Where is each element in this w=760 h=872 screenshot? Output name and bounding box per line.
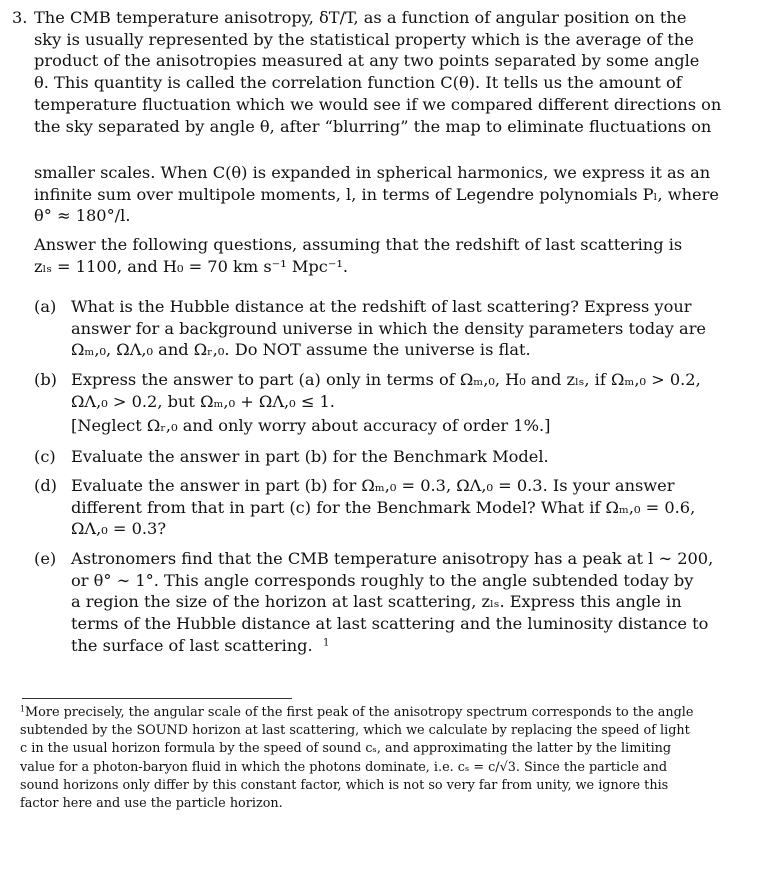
text-line: [Neglect Ωᵣ,₀ and only worry about accuracy of order 1%.]: [71, 416, 551, 436]
part-text: [71, 475, 696, 540]
text-line: ΩΛ,₀ > 0.2, but Ωₘ,₀ + ΩΛ,₀ ≤ 1.: [71, 391, 335, 411]
text-line: More precisely, the angular scale of the first peak of the anisotropy spectrum corresponds to the angle: [25, 705, 694, 720]
text-line: or θ° ∼ 1°. This angle corresponds roughly to the angle subtended today by: [71, 570, 694, 590]
text-line: ΩΛ,₀ = 0.3?: [71, 519, 167, 539]
part-text: [71, 296, 707, 361]
part-label: (a): [34, 297, 57, 316]
text-line: Evaluate the answer in part (b) for Ωₘ,₀ = 0.3, ΩΛ,₀ = 0.3. Is your answer: [71, 476, 675, 495]
footnote-line: factor here and use the particle horizon.: [20, 796, 283, 812]
text-line: a region the size of the horizon at last scattering, zₗₛ. Express this angle in: [71, 592, 682, 612]
footnote-line: subtended by the SOUND horizon at last scattering, which we calculate by replacing the speed of light: [20, 723, 690, 739]
footnote: [20, 704, 696, 813]
text-line: Astronomers find that the CMB temperature anisotropy has a peak at l ∼ 200,: [71, 549, 714, 568]
text-line: θ. This quantity is called the correlation function C(θ). It tells us the amount of: [34, 73, 682, 93]
footnote-line: sound horizons only differ by this constant factor, which is not so very far from unity, we ignore this: [20, 777, 669, 793]
footnote-mark: 1: [20, 704, 26, 714]
text-line: the surface of last scattering.: [71, 635, 313, 655]
text-line: What is the Hubble distance at the redshift of last scattering? Express your: [71, 297, 692, 316]
text-line: Answer the following questions, assuming that the redshift of last scattering is: [34, 235, 683, 254]
text-line: Evaluate the answer in part (b) for the Benchmark Model.: [71, 447, 549, 466]
problem-number: 3.: [12, 8, 28, 27]
part-text: [71, 446, 669, 468]
part-text: [71, 548, 714, 657]
text-line: different from that in part (c) for the Benchmark Model? What if Ωₘ,₀ = 0.6,: [71, 497, 696, 517]
text-line: infinite sum over multipole moments, l, in terms of Legendre polynomials Pₗ, where: [34, 184, 719, 204]
text-line: terms of the Hubble distance at last scattering and the luminosity distance to: [71, 614, 709, 634]
part-label: (b): [34, 370, 57, 389]
text-line: product of the anisotropies measured at any two points separated by some angle: [34, 51, 700, 71]
part-text: [71, 369, 701, 437]
footnote-divider: [22, 698, 292, 699]
part-label: (d): [34, 476, 57, 495]
footnote-line: c in the usual horizon formula by the speed of sound cₛ, and approximating the latter by the limiting: [20, 741, 672, 757]
footnote-line: value for a photon-baryon fluid in which the photons dominate, i.e. cₛ = c/√3. Since the particle and: [20, 759, 668, 775]
text-line: θ° ≈ 180°/l.: [34, 206, 131, 226]
text-line: temperature fluctuation which we would see if we compared different directions on: [34, 94, 722, 114]
text-line: smaller scales. When C(θ) is expanded in spherical harmonics, we express it as an: [34, 163, 711, 182]
text-line-with-footnote: [71, 635, 669, 657]
text-line: sky is usually represented by the statistical property which is the average of the: [34, 29, 694, 49]
answer-instructions: [34, 234, 683, 277]
text-line: answer for a background universe in which the density parameters today are: [71, 318, 707, 338]
text-line: Express the answer to part (a) only in terms of Ωₘ,₀, H₀ and zₗₛ, if Ωₘ,₀ > 0.2,: [71, 370, 701, 389]
text-line: The CMB temperature anisotropy, δT/T, as a function of angular position on the: [34, 8, 687, 27]
problem-intro-text: [34, 7, 722, 137]
footnote-reference[interactable]: 1: [323, 637, 330, 649]
text-line: the sky separated by angle θ, after “blurring” the map to eliminate fluctuations on: [34, 116, 712, 136]
problem-continuation: [34, 162, 719, 227]
part-label: (e): [34, 549, 57, 568]
part-label: (c): [34, 447, 56, 466]
text-line: Ωₘ,₀, ΩΛ,₀ and Ωᵣ,₀. Do NOT assume the universe is flat.: [71, 340, 531, 360]
text-line: zₗₛ = 1100, and H₀ = 70 km s⁻¹ Mpc⁻¹.: [34, 256, 349, 276]
footnote-line: [20, 704, 696, 722]
